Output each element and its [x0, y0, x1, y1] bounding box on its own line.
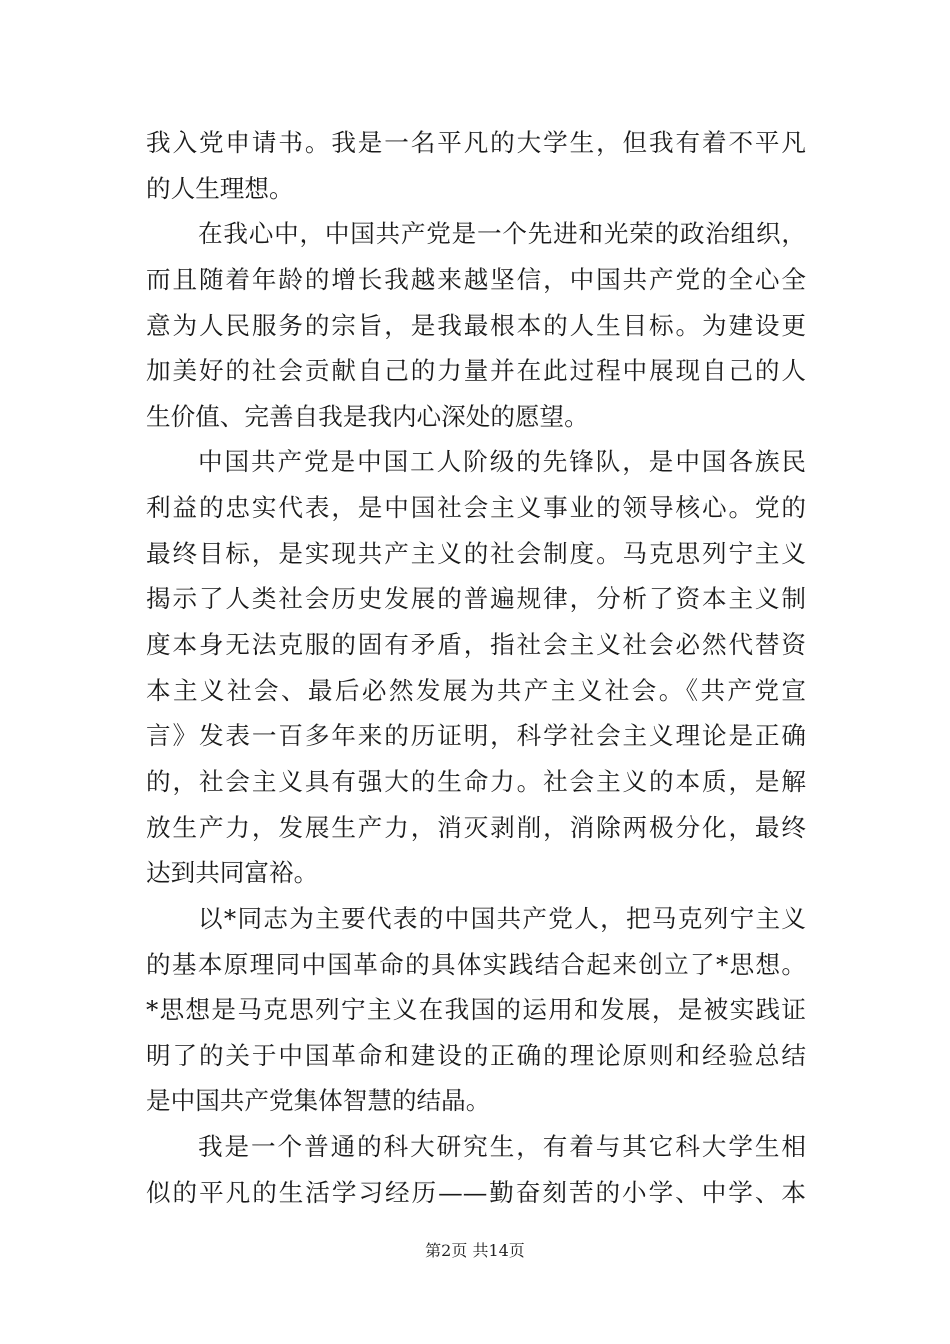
text-line: 加美好的社会贡献自己的力量并在此过程中展现自己的人	[146, 356, 806, 386]
text-line: 的人生理想。	[146, 173, 294, 203]
text-line: 达到共同富裕。	[146, 858, 319, 888]
page-footer: 第2页 共14页	[425, 1241, 525, 1260]
text-line: 本主义社会、最后必然发展为共产主义社会。《共产党宣	[146, 675, 806, 705]
text-line: 揭示了人类社会历史发展的普遍规律，分析了资本主义制	[146, 584, 806, 614]
text-line: 的，社会主义具有强大的生命力。社会主义的本质，是解	[146, 766, 806, 796]
text-line: 最终目标，是实现共产主义的社会制度。马克思列宁主义	[146, 538, 806, 568]
text-line: 在我心中，中国共产党是一个先进和光荣的政治组织，	[198, 219, 806, 249]
text-line: 利益的忠实代表，是中国社会主义事业的领导核心。党的	[146, 493, 806, 523]
text-line: 以*同志为主要代表的中国共产党人，把马克列宁主义	[198, 903, 806, 933]
text-line: 我是一个普通的科大研究生，有着与其它科大学生相	[198, 1132, 806, 1162]
text-line: 似的平凡的生活学习经历——勤奋刻苦的小学、中学、本	[146, 1177, 806, 1207]
text-line: 意为人民服务的宗旨，是我最根本的人生目标。为建设更	[146, 310, 806, 340]
text-line: 而且随着年龄的增长我越来越坚信，中国共产党的全心全	[146, 264, 806, 294]
text-line: 中国共产党是中国工人阶级的先锋队，是中国各族民	[198, 447, 806, 477]
document-body	[146, 120, 806, 1215]
text-line: 我入党申请书。我是一名平凡的大学生，但我有着不平凡	[146, 128, 806, 157]
text-line: 言》发表一百多年来的历证明，科学社会主义理论是正确	[146, 721, 806, 751]
text-line: 的基本原理同中国革命的具体实践结合起来创立了*思想。	[146, 949, 806, 979]
text-line: 明了的关于中国革命和建设的正确的理论原则和经验总结	[146, 1040, 806, 1070]
text-line: 是中国共产党集体智慧的结晶。	[146, 1086, 491, 1116]
text-line: 度本身无法克服的固有矛盾，指社会主义社会必然代替资	[146, 630, 806, 660]
text-line: 放生产力，发展生产力，消灭剥削，消除两极分化，最终	[146, 812, 806, 842]
text-line: *思想是马克思列宁主义在我国的运用和发展，是被实践证	[146, 995, 806, 1025]
text-line: 生价值、完善自我是我内心深处的愿望。	[146, 401, 589, 431]
